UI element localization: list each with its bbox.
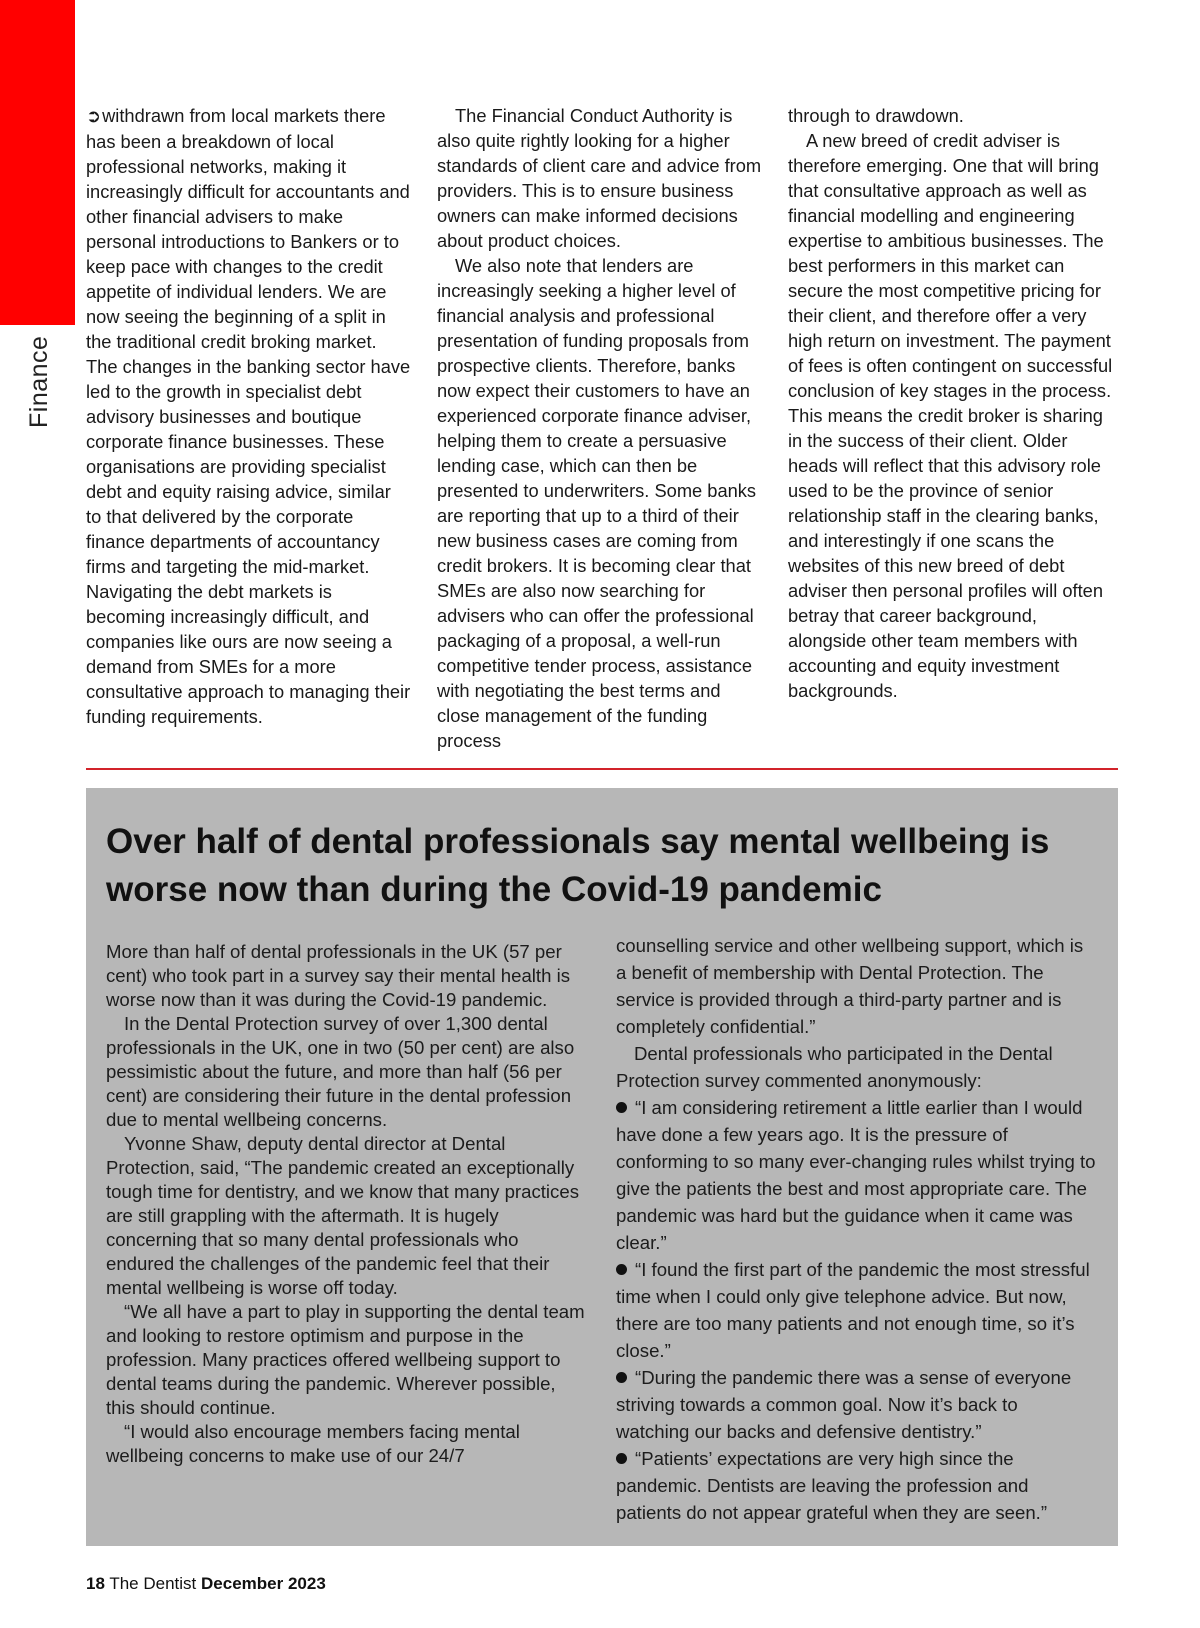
news-paragraph: counselling service and other wellbeing support, which is a benefit of membership with Dental Protection. The service is provided through a third-party partner and is completely confidential.” <box>616 935 1084 1037</box>
news-column-2 <box>616 932 1096 1526</box>
quote-item: “I am considering retirement a little earlier than I would have done a few years ago. It is the pressure of conforming to so many ever-changing rules whilst trying to give the patients the best and most appropriate care. The pandemic was hard but the guidance when it came was clear.” <box>616 1097 1096 1253</box>
article1-column-2 <box>437 103 765 753</box>
news-paragraph: Dental professionals who participated in the Dental Protection survey commented anonymously: <box>616 1043 1053 1091</box>
article1-paragraph: A new breed of credit adviser is therefore emerging. One that will bring that consultative approach as well as financial modelling and engineering expertise to ambitious businesses. The best performers in this market can secure the most competitive pricing for their client, and therefore offer a very high return on investment. The payment of fees is often contingent on successful conclusion of key stages in the process. This means the credit broker is sharing in the success of their client. Older heads will reflect that this advisory role used to be the province of senior relationship staff in the clearing banks, and interestingly if one scans the websites of this new breed of debt adviser then personal profiles will often betray that career background, alongside other team members with accounting and equity investment backgrounds. <box>788 130 1113 701</box>
news-paragraph: In the Dental Protection survey of over 1,300 dental professionals in the UK, one in two (50 per cent) are also pessimistic about the future, and more than half (56 per cent) are considering their future in the dental profession due to mental wellbeing concerns. <box>106 1013 575 1130</box>
bullet-icon <box>616 1453 627 1464</box>
article1-column-1 <box>86 103 411 729</box>
quote-item: “During the pandemic there was a sense of everyone striving towards a common goal. Now it’s back to watching our backs and defensive dentistry.” <box>616 1367 1072 1442</box>
divider-rule <box>86 768 1118 770</box>
bullet-icon <box>616 1102 627 1113</box>
quote-item: “I found the first part of the pandemic the most stressful time when I could only give telephone advice. But now, there are too many patients and not enough time, so it’s close.” <box>616 1259 1090 1361</box>
bullet-icon <box>616 1264 627 1275</box>
news-headline: Over half of dental professionals say mental wellbeing is worse now than during the Covid-19 pandemic <box>106 822 1050 909</box>
article1-column-3 <box>788 103 1118 703</box>
bullet-icon <box>616 1372 627 1383</box>
article1-paragraph: through to drawdown. <box>788 105 964 126</box>
section-color-tab <box>0 0 75 325</box>
quote-item: “Patients’ expectations are very high since the pandemic. Dentists are leaving the profession and patients do not appear grateful when they are seen.” <box>616 1448 1048 1523</box>
news-paragraph: More than half of dental professionals in the UK (57 per cent) who took part in a survey say their mental health is worse now than it was during the Covid-19 pandemic. <box>106 941 571 1010</box>
article1-paragraph: The Financial Conduct Authority is also quite rightly looking for a higher standards of client care and advice from providers. This is to ensure business owners can make informed decisions about product choices. <box>437 105 762 251</box>
news-column-1 <box>106 940 586 1468</box>
news-paragraph: Yvonne Shaw, deputy dental director at Dental Protection, said, “The pandemic created an exceptionally tough time for dentistry, and we know that many practices are still grappling with the aftermath. It is hugely concerning that so many dental professionals who endured the challenges of the pandemic feel that their mental wellbeing is worse off today. <box>106 1133 579 1298</box>
section-label: Finance <box>25 335 53 428</box>
article1-paragraph: We also note that lenders are increasingly seeking a higher level of financial analysis and professional presentation of funding proposals from prospective clients. Therefore, banks now expect their customers to have an experienced corporate finance adviser, helping them to create a persuasive lending case, which can then be presented to underwriters. Some banks are reporting that up to a third of their new business cases are coming from credit brokers. It is becoming clear that SMEs are also now searching for advisers who can offer the professional packaging of a proposal, a well-run competitive tender process, assistance with negotiating the best terms and close management of the funding process <box>437 255 757 751</box>
page-footer <box>86 1574 326 1594</box>
issue-date: December 2023 <box>201 1574 326 1593</box>
continued-paragraph: ➲withdrawn from local markets there has been a breakdown of local professional networks, making it increasingly difficult for accountants and other financial advisers to make personal introductions to Bankers or to keep pace with changes to the credit appetite of individual lenders. We are now seeing the beginning of a split in the traditional credit broking market. The changes in the banking sector have led to the growth in specialist debt advisory businesses and boutique corporate finance businesses. These organisations are providing specialist debt and equity raising advice, similar to that delivered by the corporate finance departments of accountancy firms and targeting the mid-market. Navigating the debt markets is becoming increasingly difficult, and companies like ours are now seeing a demand from SMEs for a more consultative approach to managing their funding requirements. <box>86 105 411 727</box>
news-paragraph: “We all have a part to play in supporting the dental team and looking to restore optimism and purpose in the profession. Many practices offered wellbeing support to dental teams during the pandemic. Wherever possible, this should continue. <box>106 1301 585 1418</box>
page-number: 18 <box>86 1574 105 1593</box>
continued-arrow-icon: ➲ <box>86 106 102 126</box>
news-paragraph: “I would also encourage members facing mental wellbeing concerns to make use of our 24/7 <box>106 1421 520 1466</box>
publication-name: The Dentist <box>109 1574 197 1593</box>
